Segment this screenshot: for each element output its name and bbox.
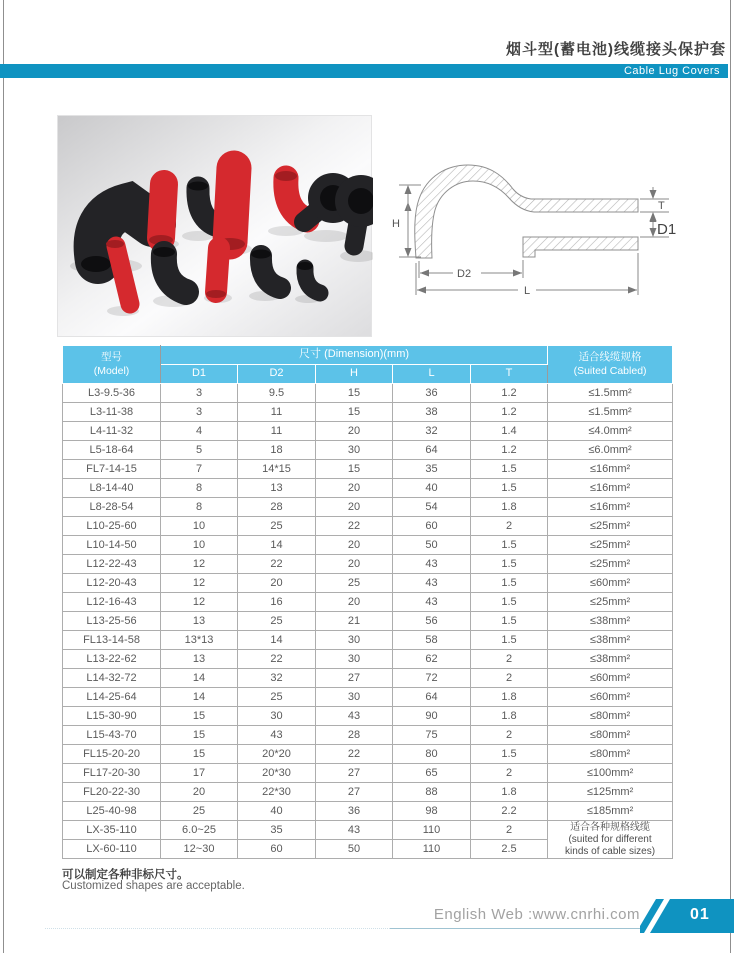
table-cell: 1.5	[471, 612, 548, 631]
table-cell: 90	[393, 707, 471, 726]
col-header-h: H	[316, 365, 393, 384]
table-cell: 43	[393, 574, 471, 593]
red-straight-cover-large	[230, 168, 234, 242]
table-cell: 1.5	[471, 460, 548, 479]
table-cell: L14-32-72	[63, 669, 161, 688]
table-cell: 2	[471, 669, 548, 688]
table-cell: 27	[316, 764, 393, 783]
table-cell: 22	[238, 555, 316, 574]
table-cell: 80	[393, 745, 471, 764]
page-title: 烟斗型(蓄电池)线缆接头保护套	[506, 41, 726, 58]
spec-table	[62, 345, 673, 859]
table-cell-suited: ≤60mm²	[548, 688, 673, 707]
table-cell-suited: ≤100mm²	[548, 764, 673, 783]
table-cell-suited: ≤25mm²	[548, 517, 673, 536]
table-cell: 20	[316, 479, 393, 498]
table-cell: L4-11-32	[63, 422, 161, 441]
table-cell: 3	[161, 384, 238, 403]
table-cell: 1.8	[471, 707, 548, 726]
table-cell: 32	[238, 669, 316, 688]
table-cell-suited: ≤60mm²	[548, 669, 673, 688]
table-cell: 11	[238, 422, 316, 441]
table-cell: 13	[161, 612, 238, 631]
table-cell: 22	[316, 745, 393, 764]
table-cell: 15	[161, 707, 238, 726]
table-cell-suited: ≤25mm²	[548, 536, 673, 555]
table-cell: 50	[393, 536, 471, 555]
footer-solid-line	[390, 928, 645, 929]
table-cell: 13*13	[161, 631, 238, 650]
table-cell: L12-16-43	[63, 593, 161, 612]
table-cell: L12-20-43	[63, 574, 161, 593]
table-cell: 40	[393, 479, 471, 498]
table-cell: 28	[238, 498, 316, 517]
table-cell: 1.2	[471, 384, 548, 403]
table-cell: 15	[316, 384, 393, 403]
table-cell: 22	[316, 517, 393, 536]
table-row	[63, 802, 673, 821]
footer-dotted-line	[45, 928, 390, 929]
table-cell: 38	[393, 403, 471, 422]
note-cn: 可以制定各种非标尺寸。	[62, 869, 189, 881]
table-cell: LX-35-110	[63, 821, 161, 840]
table-cell: 20	[238, 574, 316, 593]
table-cell-suited: ≤38mm²	[548, 650, 673, 669]
table-cell: 12	[161, 555, 238, 574]
col-header-l: L	[393, 365, 471, 384]
table-cell: 27	[316, 783, 393, 802]
table-cell: 13	[238, 479, 316, 498]
table-cell: 20*20	[238, 745, 316, 764]
page-border-right	[730, 0, 731, 953]
table-cell: L15-43-70	[63, 726, 161, 745]
table-cell: 1.8	[471, 498, 548, 517]
table-row	[63, 650, 673, 669]
table-cell: 2	[471, 650, 548, 669]
table-row	[63, 441, 673, 460]
table-cell: 14	[238, 631, 316, 650]
table-cell: 110	[393, 840, 471, 859]
table-cell: 2	[471, 726, 548, 745]
table-cell: 25	[161, 802, 238, 821]
table-cell: 1.5	[471, 745, 548, 764]
dimension-diagram	[385, 145, 695, 310]
table-cell-suited: ≤80mm²	[548, 726, 673, 745]
table-row	[63, 574, 673, 593]
table-cell: 22	[238, 650, 316, 669]
table-cell: 5	[161, 441, 238, 460]
table-cell: 20	[316, 593, 393, 612]
table-cell: 12	[161, 574, 238, 593]
table-cell: 98	[393, 802, 471, 821]
table-row	[63, 479, 673, 498]
col-header-d2: D2	[238, 365, 316, 384]
table-cell: 2.5	[471, 840, 548, 859]
table-cell: 3	[161, 403, 238, 422]
table-cell: L15-30-90	[63, 707, 161, 726]
col-header-model: 型号 (Model)	[63, 346, 161, 384]
table-cell: L3-11-38	[63, 403, 161, 422]
table-cell-suited: ≤25mm²	[548, 555, 673, 574]
table-cell: 65	[393, 764, 471, 783]
table-cell: 64	[393, 688, 471, 707]
dim-label-d1: D1	[657, 221, 677, 238]
table-cell-suited: ≤25mm²	[548, 593, 673, 612]
table-cell: FL7-14-15	[63, 460, 161, 479]
table-cell-suited: ≤60mm²	[548, 574, 673, 593]
table-cell: 56	[393, 612, 471, 631]
dim-label-d2: D2	[457, 268, 472, 280]
table-cell: 1.2	[471, 403, 548, 422]
dim-label-h: H	[392, 218, 400, 230]
table-cell: 1.5	[471, 479, 548, 498]
table-row	[63, 460, 673, 479]
col-header-dimensions: 尺寸 (Dimension)(mm)	[161, 346, 548, 365]
table-cell: 30	[238, 707, 316, 726]
table-cell: 1.5	[471, 574, 548, 593]
table-cell: 20	[316, 422, 393, 441]
black-elbow-cover-2	[164, 254, 186, 292]
table-cell: 36	[393, 384, 471, 403]
page-number-badge	[640, 899, 734, 933]
dim-label-t: T	[658, 200, 665, 212]
table-cell-suited-merged: 适合各种规格线缆 (suited for different kinds of cable sizes)	[548, 821, 673, 859]
table-cell: 50	[316, 840, 393, 859]
table-cell: 20	[316, 555, 393, 574]
table-cell-suited: ≤80mm²	[548, 745, 673, 764]
product-photo	[57, 115, 372, 337]
table-cell: 110	[393, 821, 471, 840]
table-cell: 36	[316, 802, 393, 821]
table-cell: 13	[161, 650, 238, 669]
table-row	[63, 726, 673, 745]
table-cell: 43	[316, 707, 393, 726]
table-cell: 21	[316, 612, 393, 631]
table-cell: 20	[316, 536, 393, 555]
spec-table-body	[63, 384, 673, 859]
table-row	[63, 384, 673, 403]
table-row	[63, 688, 673, 707]
table-row	[63, 555, 673, 574]
table-cell: 14	[161, 669, 238, 688]
table-cell: 15	[316, 403, 393, 422]
table-cell: 25	[238, 612, 316, 631]
table-row	[63, 669, 673, 688]
table-cell: 10	[161, 536, 238, 555]
page-border-left	[3, 0, 4, 953]
table-cell: 30	[316, 688, 393, 707]
table-cell: FL15-20-20	[63, 745, 161, 764]
table-cell: 43	[316, 821, 393, 840]
table-cell: 30	[316, 441, 393, 460]
table-cell: 14	[161, 688, 238, 707]
table-cell: 9.5	[238, 384, 316, 403]
table-cell: 25	[238, 688, 316, 707]
table-cell: 64	[393, 441, 471, 460]
table-row	[63, 612, 673, 631]
table-cell: 88	[393, 783, 471, 802]
table-cell: 8	[161, 479, 238, 498]
table-cell: 28	[316, 726, 393, 745]
table-cell: 11	[238, 403, 316, 422]
table-cell: 25	[316, 574, 393, 593]
table-cell: L8-28-54	[63, 498, 161, 517]
col-header-d1: D1	[161, 365, 238, 384]
table-cell-suited: ≤38mm²	[548, 631, 673, 650]
table-cell-suited: ≤125mm²	[548, 783, 673, 802]
table-cell: LX-60-110	[63, 840, 161, 859]
table-cell: 18	[238, 441, 316, 460]
table-cell: 1.8	[471, 783, 548, 802]
black-elbow-cover-3	[261, 256, 280, 288]
table-cell: L8-14-40	[63, 479, 161, 498]
table-cell: 30	[316, 631, 393, 650]
table-cell: 60	[238, 840, 316, 859]
table-cell: 15	[161, 745, 238, 764]
table-cell: 12	[161, 593, 238, 612]
table-row	[63, 821, 673, 840]
table-cell: 4	[161, 422, 238, 441]
table-cell: 2	[471, 764, 548, 783]
page-number: 01	[690, 906, 710, 923]
footer-website: English Web :www.cnrhi.com	[433, 906, 640, 923]
table-cell-suited: ≤4.0mm²	[548, 422, 673, 441]
table-cell: 1.8	[471, 688, 548, 707]
table-cell: L14-25-64	[63, 688, 161, 707]
table-cell: 16	[238, 593, 316, 612]
table-cell: L5-18-64	[63, 441, 161, 460]
table-cell: 54	[393, 498, 471, 517]
table-cell: 20*30	[238, 764, 316, 783]
table-cell-suited: ≤6.0mm²	[548, 441, 673, 460]
table-cell: 7	[161, 460, 238, 479]
table-cell: 22*30	[238, 783, 316, 802]
table-cell: 20	[161, 783, 238, 802]
product-photo-art	[58, 116, 373, 338]
table-cell: 27	[316, 669, 393, 688]
table-cell: 1.2	[471, 441, 548, 460]
table-row	[63, 422, 673, 441]
table-cell: 14	[238, 536, 316, 555]
table-cell: 2	[471, 517, 548, 536]
table-cell: L12-22-43	[63, 555, 161, 574]
table-cell-suited: ≤185mm²	[548, 802, 673, 821]
table-cell-suited: ≤16mm²	[548, 498, 673, 517]
table-cell: 15	[161, 726, 238, 745]
table-row	[63, 707, 673, 726]
table-cell: 62	[393, 650, 471, 669]
black-elbow-cover-4	[305, 268, 320, 293]
col-header-t: T	[471, 365, 548, 384]
table-cell: FL13-14-58	[63, 631, 161, 650]
table-cell: 6.0~25	[161, 821, 238, 840]
table-cell: 2	[471, 821, 548, 840]
dimension-diagram-art	[385, 145, 695, 310]
table-cell: 58	[393, 631, 471, 650]
table-cell: L3-9.5-36	[63, 384, 161, 403]
table-cell: 15	[316, 460, 393, 479]
table-cell: 60	[393, 517, 471, 536]
table-cell: 8	[161, 498, 238, 517]
table-cell: FL17-20-30	[63, 764, 161, 783]
dim-label-l: L	[524, 285, 531, 297]
table-cell: L13-25-56	[63, 612, 161, 631]
table-row	[63, 403, 673, 422]
table-cell: 1.4	[471, 422, 548, 441]
table-cell: 43	[393, 555, 471, 574]
table-cell: 43	[393, 593, 471, 612]
table-row	[63, 631, 673, 650]
table-cell: FL20-22-30	[63, 783, 161, 802]
table-cell-suited: ≤1.5mm²	[548, 403, 673, 422]
table-cell-suited: ≤16mm²	[548, 479, 673, 498]
table-cell-suited: ≤1.5mm²	[548, 384, 673, 403]
table-cell-suited: ≤80mm²	[548, 707, 673, 726]
page-badge-shape	[640, 899, 734, 933]
table-cell-suited: ≤38mm²	[548, 612, 673, 631]
header-bar: Cable Lug Covers	[0, 64, 728, 78]
table-row	[63, 764, 673, 783]
table-row	[63, 745, 673, 764]
red-straight-cover	[161, 184, 164, 238]
note-en: Customized shapes are acceptable.	[62, 880, 245, 892]
table-cell: L25-40-98	[63, 802, 161, 821]
table-cell: 25	[238, 517, 316, 536]
table-row	[63, 536, 673, 555]
table-cell: 17	[161, 764, 238, 783]
table-cell-suited: ≤16mm²	[548, 460, 673, 479]
table-cell: 35	[393, 460, 471, 479]
spec-table-header	[63, 346, 673, 384]
table-cell: 35	[238, 821, 316, 840]
table-row	[63, 593, 673, 612]
table-cell: 14*15	[238, 460, 316, 479]
table-cell: 1.5	[471, 593, 548, 612]
table-cell: 40	[238, 802, 316, 821]
table-cell: 10	[161, 517, 238, 536]
table-cell: 32	[393, 422, 471, 441]
col-header-suited: 适合线缆规格 (Suited Cabled)	[548, 346, 673, 384]
table-cell: 43	[238, 726, 316, 745]
table-cell: 1.5	[471, 631, 548, 650]
table-cell: 12~30	[161, 840, 238, 859]
table-row	[63, 517, 673, 536]
red-taper-cover	[116, 246, 130, 304]
table-cell: L10-25-60	[63, 517, 161, 536]
table-cell: 72	[393, 669, 471, 688]
red-straight-cover-small	[216, 248, 219, 292]
table-cell: 75	[393, 726, 471, 745]
table-cell: 1.5	[471, 555, 548, 574]
table-row	[63, 498, 673, 517]
section-bottom-wall	[523, 237, 638, 257]
table-cell: 30	[316, 650, 393, 669]
table-cell: L10-14-50	[63, 536, 161, 555]
table-cell: 2.2	[471, 802, 548, 821]
table-cell: L13-22-62	[63, 650, 161, 669]
table-cell: 20	[316, 498, 393, 517]
table-row	[63, 783, 673, 802]
table-cell: 1.5	[471, 536, 548, 555]
